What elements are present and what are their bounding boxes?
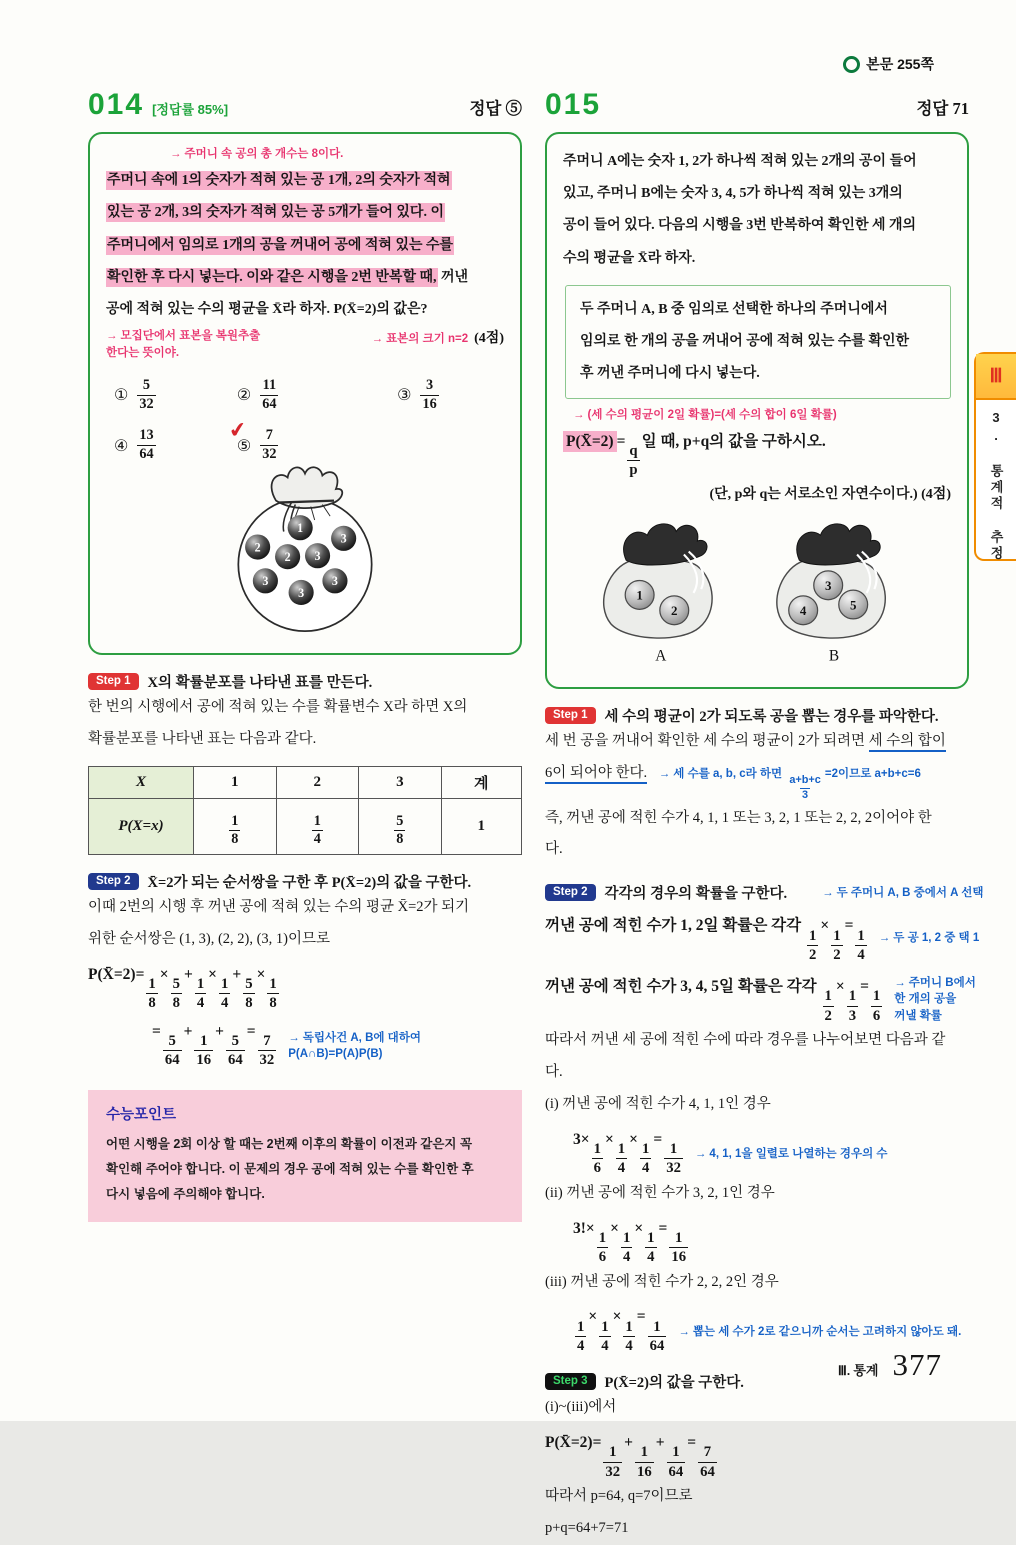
page-ref-text: 본문 255쪽 — [866, 56, 934, 72]
arrow-icon: → — [106, 330, 118, 343]
annotation-row — [106, 328, 504, 363]
choice-value: $\frac{7}{32}$ — [262, 427, 277, 463]
table-cell: $\frac{1}{4}$ — [276, 798, 359, 854]
ball-number: 2 — [254, 540, 261, 555]
case3-title: (iii) 꺼낸 공에 적힌 수가 2, 2, 2인 경우 — [545, 1273, 779, 1290]
chapter-side-tab — [974, 352, 1016, 561]
step2-heading: Step 2 X̄=2가 되는 순서쌍을 구한 후 P(X̄=2)의 값을 구한다. — [88, 871, 522, 892]
table-cell: $\frac{1}{8}$ — [194, 798, 277, 854]
ball-number: 3 — [262, 574, 269, 589]
step2-heading: Step 2 각각의 경우의 확률을 구한다. → 두 주머니 A, B 중에서 A 선택 — [545, 882, 969, 903]
arrow-icon: → — [371, 333, 384, 346]
annotation-sample-size: → 표본의 크기 n=2 (4점) — [371, 331, 504, 347]
arrow-icon: → — [170, 148, 182, 160]
final-answer-line: p+q=64+7=71 — [545, 1520, 629, 1537]
body-line: 다. — [545, 1064, 563, 1081]
case1-title: (i) 꺼낸 공에 적힌 수가 4, 1, 1인 경우 — [545, 1095, 771, 1112]
question-line: 있는 공 2개, 3의 숫자가 적혀 있는 공 5개가 들어 있다. 이 — [107, 205, 444, 221]
equation: P(X̄=2)= $\frac{1}{32}$ + $\frac{1}{16}$ + $\frac{1}{64}$ = $\frac{7}{64}$ — [545, 1434, 715, 1480]
page-footer — [838, 1347, 942, 1383]
annotation-arrangements: → 4, 1, 1을 일렬로 나열하는 경우의 수 — [694, 1147, 888, 1160]
exam-point-box — [88, 1090, 522, 1222]
arrow-icon: → — [894, 976, 906, 989]
problem-015-box — [545, 132, 969, 689]
page-ref-icon — [843, 56, 860, 73]
answer-label: 정답 71 — [916, 99, 969, 118]
step2-badge: Step 2 — [88, 873, 139, 890]
exam-point-line: 확인해 주어야 합니다. 이 문제의 경우 공에 적혀 있는 수를 확인한 후 — [106, 1161, 474, 1176]
body-line: 위한 순서쌍은 (1, 3), (2, 2), (3, 1)이므로 — [88, 931, 331, 948]
problem-014-column — [88, 88, 522, 1222]
arrow-icon: → — [878, 932, 891, 945]
trial-line: 임의로 한 개의 공을 꺼내어 공에 적혀 있는 수를 확인한 — [580, 333, 910, 349]
equation-line — [152, 1023, 522, 1070]
arrow-icon: → — [822, 886, 834, 899]
choice-value: $\frac{5}{32}$ — [139, 376, 154, 412]
equation: 꺼낸 공에 적힌 수가 3, 4, 5일 확률은 각각 $\frac{1}{2}$ × $\frac{1}{3}$ = $\frac{1}{6}$ — [545, 978, 881, 1024]
arrow-icon: → — [573, 409, 585, 422]
choice-value: $\frac{3}{16}$ — [422, 376, 437, 412]
step2-badge: Step 2 — [545, 884, 596, 901]
table-header-cell: 3 — [359, 766, 442, 798]
body-line: 따라서 p=64, q=7이므로 — [545, 1488, 693, 1505]
problem-014-title-row — [88, 88, 522, 122]
table-cell: 1 — [441, 798, 521, 854]
step3-badge: Step 3 — [545, 1373, 596, 1390]
choice-2 — [237, 377, 397, 414]
arrow-icon: → — [658, 767, 671, 780]
equation-line — [545, 974, 976, 1025]
choice-marker: ① — [114, 387, 129, 404]
choice-3 — [397, 377, 504, 414]
exam-point-line: 다시 넣음에 주의해야 합니다. — [106, 1186, 265, 1201]
step1-badge: Step 1 — [545, 707, 596, 724]
choice-marker: ④ — [114, 437, 129, 455]
table-header-cell: X — [89, 766, 194, 798]
exam-point-line: 어떤 시행을 2회 이상 할 때는 2번째 이후의 확률이 이전과 같은지 꼭 — [106, 1136, 473, 1151]
bag-illustration — [198, 462, 412, 634]
trial-description-box — [565, 285, 951, 400]
answer-label: 정답 ⑤ — [469, 99, 522, 118]
arrow-icon: → — [678, 1325, 690, 1338]
problem-014-box — [88, 132, 522, 655]
footer-page-number: 377 — [892, 1347, 942, 1382]
ball-number: 4 — [799, 602, 807, 618]
question-line: 주머니에서 임의로 1개의 공을 꺼내어 공에 적혀 있는 수를 — [107, 237, 454, 253]
ball-number: 2 — [284, 549, 291, 564]
bag-label: A — [655, 646, 667, 664]
question-line: 있고, 주머니 B에는 숫자 3, 4, 5가 하나씩 적혀 있는 3개의 — [563, 186, 903, 202]
choice-value: $\frac{13}{64}$ — [139, 427, 154, 463]
bag-a — [604, 523, 712, 663]
ball-number: 1 — [636, 587, 643, 603]
trial-line: 두 주머니 A, B 중 임의로 선택한 하나의 주머니에서 — [580, 301, 888, 317]
problem-number: 015 — [545, 88, 602, 121]
body-line: 세 번 공을 꺼내어 확인한 세 수의 평균이 2가 되려면 세 수의 합이 — [545, 726, 969, 758]
equation-line — [573, 1220, 969, 1267]
choice-5-selected — [227, 417, 397, 464]
step1-badge: Step 1 — [88, 673, 139, 690]
question-line: 공이 들어 있다. 다음의 시행을 3번 반복하여 확인한 세 개의 — [563, 218, 917, 234]
choice-value: $\frac{11}{64}$ — [262, 376, 277, 412]
body-line: (i)~(iii)에서 — [545, 1399, 617, 1416]
annotation-choose-a: → 두 주머니 A, B 중에서 A 선택 — [822, 886, 984, 899]
bag-b — [777, 523, 885, 663]
table-header-cell: 1 — [194, 766, 277, 798]
question-line: 공에 적혀 있는 수의 평균을 X̄라 하자. P(X̄=2)의 값은? — [106, 302, 428, 317]
question-line: 수의 평균을 X̄라 하자. — [563, 250, 696, 266]
annotation-population: → 모집단에서 표본을 복원추출 한다는 뜻이야. — [106, 330, 261, 360]
equation: 꺼낸 공에 적힌 수가 1, 2일 확률은 각각 $\frac{1}{2}$ × $\frac{1}{2}$ = $\frac{1}{4}$ — [545, 917, 865, 963]
equation-line — [88, 966, 522, 1013]
ball-number: 3 — [340, 531, 347, 546]
exam-point-title: 수능포인트 — [106, 1106, 177, 1123]
equation: 3× $\frac{1}{6}$ × $\frac{1}{4}$ × $\frac{1}{4}$ = $\frac{1}{32}$ — [573, 1130, 681, 1177]
annotation-two-balls: → 두 공 1, 2 중 택 1 — [878, 932, 980, 945]
equation: P(X̄=2)= $\frac{1}{8}$ × $\frac{5}{8}$ + $\frac{1}{4}$ × $\frac{1}{4}$ + $\frac{5}{8}$ × $\frac{1}{8}$ — [88, 965, 277, 1012]
ball-number: 5 — [849, 596, 857, 612]
body-line: 다. — [545, 841, 563, 858]
footer-chapter: Ⅲ. 통계 — [837, 1363, 879, 1378]
question-line: 확인한 후 다시 넣는다. 이와 같은 시행을 2번 반복할 때, 꺼낸 — [107, 269, 469, 285]
body-line: 확률분포를 나타낸 표는 다음과 같다. — [88, 730, 317, 747]
ball-number: 2 — [671, 602, 678, 618]
question-equation-line — [563, 429, 951, 480]
chapter-tab-label-wrap — [976, 400, 1016, 562]
body-line: 한 번의 시행에서 공에 적혀 있는 수를 확률변수 X라 하면 X의 — [88, 698, 468, 715]
question-line: 주머니 A에는 숫자 1, 2가 하나씩 적혀 있는 2개의 공이 들어 — [563, 154, 917, 169]
step3-heading: Step 3 P(X̄=2)의 값을 구한다. — [545, 1371, 969, 1392]
ball-number: 1 — [297, 520, 304, 535]
body-line: 따라서 꺼낸 세 공에 적힌 수에 따라 경우를 나누어보면 다음과 같 — [545, 1032, 946, 1049]
annotation-sum-six: → 세 수를 a, b, c라 하면 $\frac{a+b+c}{3}$ =2이므로 a+b+c=6 — [658, 767, 921, 801]
equation: 3!× $\frac{1}{6}$ × $\frac{1}{4}$ × $\frac{1}{4}$ = $\frac{1}{16}$ — [573, 1219, 687, 1266]
table-cell: $\frac{5}{8}$ — [359, 798, 442, 854]
choice-marker: ② — [236, 387, 252, 404]
chapter-tab-roman: Ⅲ — [976, 354, 1016, 400]
equation-line — [545, 1434, 969, 1481]
distribution-table — [88, 766, 522, 855]
answer-choices — [114, 377, 504, 464]
question-line: 주머니 속에 1의 숫자가 적혀 있는 공 1개, 2의 숫자가 적혀 — [107, 173, 451, 189]
table-row-label: P(X=x) — [89, 798, 194, 854]
body-line: 이때 2번의 시행 후 꺼낸 공에 적혀 있는 수의 평균 X̄=2가 되기 — [88, 899, 470, 916]
case2-title: (ii) 꺼낸 공에 적힌 수가 3, 2, 1인 경우 — [545, 1184, 775, 1201]
problem-015-column — [545, 88, 984, 1545]
step1-heading: Step 1 X의 확률분포를 나타낸 표를 만든다. — [88, 671, 522, 692]
body-line: 즉, 꺼낸 공에 적힌 수가 4, 1, 1 또는 3, 2, 1 또는 2, 2, 2이어야 한 — [545, 809, 932, 826]
bags-illustration — [577, 516, 937, 668]
choice-4 — [114, 427, 237, 464]
annotation-mean-probability: → (세 수의 평균이 2일 확률)=(세 수의 합이 6일 확률) — [573, 409, 837, 422]
bag-label: B — [828, 646, 840, 664]
ball-number: 3 — [298, 585, 305, 600]
arrow-icon: → — [694, 1147, 707, 1160]
choice-marker: ⑤ — [236, 437, 252, 455]
correct-rate: [정답률 85%] — [152, 102, 229, 117]
page-reference — [843, 54, 934, 74]
equation-line — [573, 1131, 969, 1178]
annotation-bag-b: → 주머니 B에서 한 개의 공을 꺼낼 확률 — [894, 976, 976, 1023]
choice-marker: ③ — [397, 387, 412, 404]
question-equation: P(X̄=2) = $\frac{q}{p}$ 일 때, p+q의 값을 구하시오. — [563, 429, 826, 480]
equation: = $\frac{5}{64}$ + $\frac{1}{16}$ + $\frac{5}{64}$ = $\frac{7}{32}$ — [152, 1022, 275, 1069]
annotation-same-numbers: → 뽑는 세 수가 2로 같으니까 순서는 고려하지 않아도 돼. — [678, 1325, 962, 1338]
annotation-total-balls: → 주머니 속 공의 총 개수는 8이다. — [170, 148, 344, 160]
annotation-independent-events: → 독립사건 A, B에 대하여 P(A∩B)=P(A)P(B) — [288, 1031, 422, 1061]
problem-015-title-row — [545, 88, 969, 122]
ball-number: 3 — [314, 549, 321, 564]
step1-heading: Step 1 세 수의 평균이 2가 되도록 공을 뽑는 경우를 파악한다. — [545, 705, 969, 726]
chapter-tab-label: 3. 통계적 추정 — [988, 410, 1004, 562]
problem-number: 014 — [88, 88, 145, 121]
points-label: (4점) — [474, 331, 504, 347]
answer-check-icon: ✔ — [227, 417, 248, 444]
ball-number: 3 — [824, 577, 832, 593]
table-header-cell: 계 — [441, 766, 521, 798]
equation-line — [545, 913, 980, 964]
choice-1 — [114, 377, 237, 414]
trial-line: 후 꺼낸 주머니에 다시 넣는다. — [580, 366, 760, 382]
ball-number: 3 — [331, 574, 338, 589]
table-header-cell: 2 — [276, 766, 359, 798]
equation: $\frac{1}{4}$ × $\frac{1}{4}$ × $\frac{1}{4}$ = $\frac{1}{64}$ — [577, 1308, 665, 1354]
bag-illustration-wrap — [106, 462, 504, 639]
condition-line: (단, p와 q는 서로소인 자연수이다.) (4점) — [709, 487, 951, 503]
bags-illustration-wrap — [563, 516, 951, 673]
arrow-icon: → — [288, 1031, 300, 1044]
body-line: 6이 되어야 한다. → 세 수를 a, b, c라 하면 $\frac{a+b+c}{3}$ =2이므로 a+b+c=6 — [545, 764, 921, 801]
